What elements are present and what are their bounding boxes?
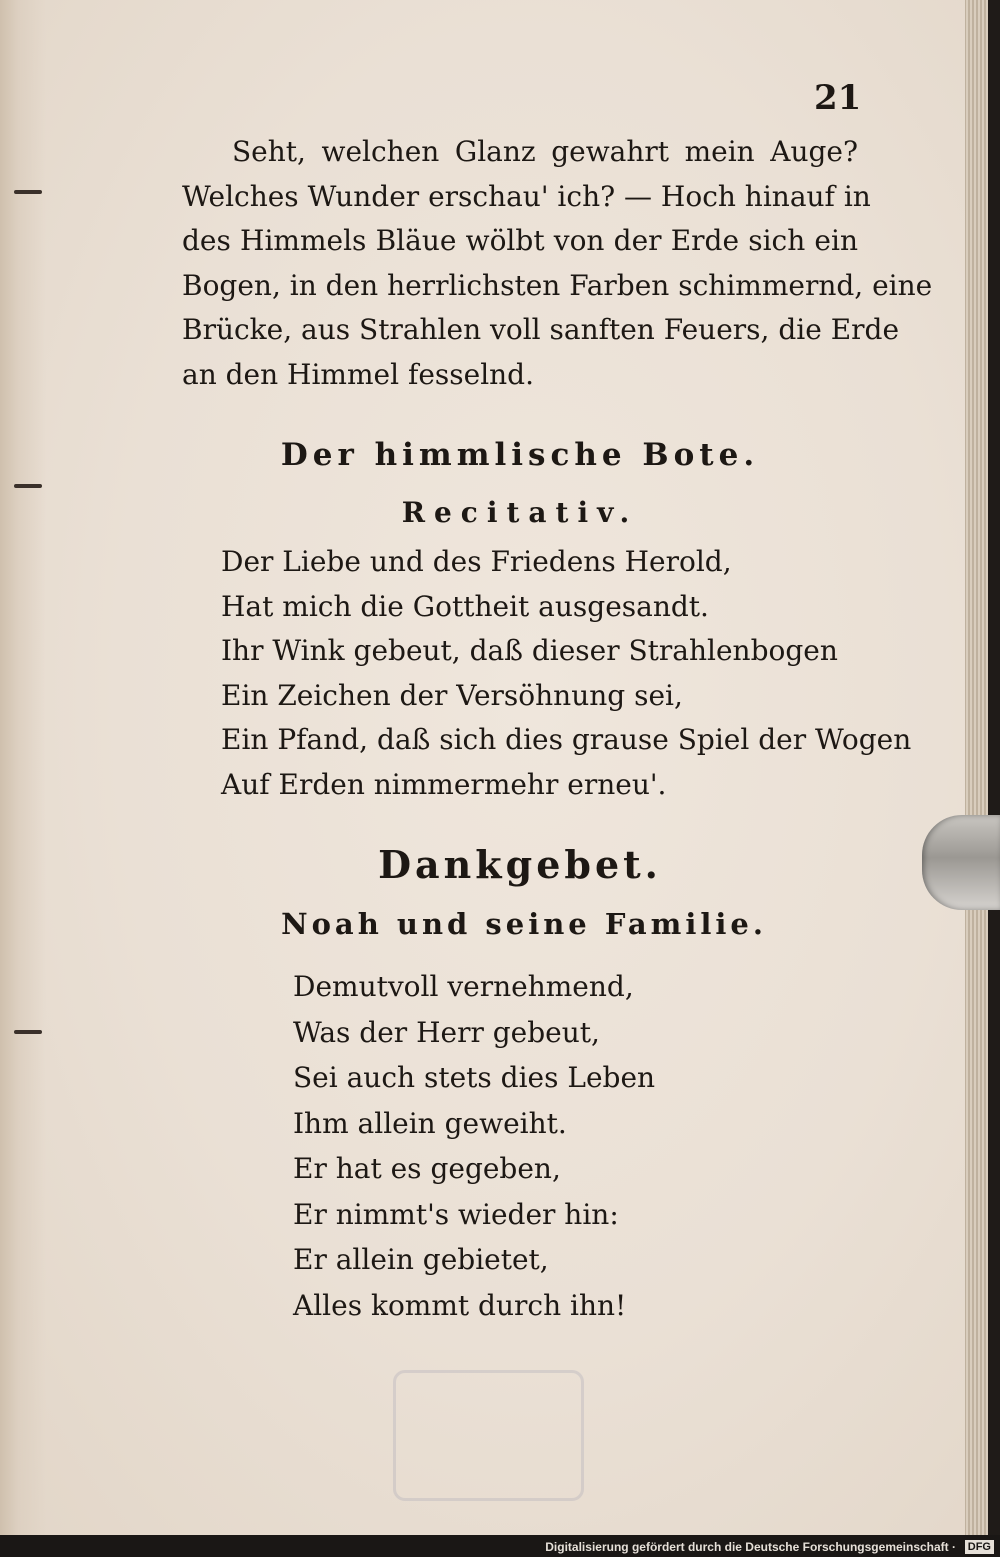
binding-stitch (14, 190, 42, 194)
verse-line: Ihm allein geweiht. (293, 1106, 567, 1140)
verse-line: Er nimmt's wieder hin: (293, 1197, 619, 1231)
binding-gutter (0, 0, 46, 1535)
verse-line: Was der Herr gebeut, (293, 1015, 600, 1049)
verse-line: Hat mich die Gottheit ausgesandt. (221, 589, 709, 623)
verse-line: Alles kommt durch ihn! (293, 1288, 627, 1322)
subheading-recitativ: Recitativ. (401, 496, 639, 529)
funding-credit: Digitalisierung gefördert durch die Deutsche Forschungsgemeinschaft · (545, 1540, 956, 1554)
verse-line: Er hat es gegeben, (293, 1152, 561, 1185)
page-clip (922, 815, 1000, 910)
verse-line: Ein Zeichen der Versöhnung sei, (221, 678, 683, 712)
prose-line: des Himmels Bläue wölbt von der Erde sich ein (182, 224, 858, 257)
prose-line: Welches Wunder erschau' ich? — Hoch hinauf in (182, 179, 871, 213)
dfg-logo: DFG (965, 1540, 994, 1554)
page-number: 21 (814, 78, 862, 118)
verse-dankgebet (293, 964, 655, 1328)
subheading-noah-familie: Noah und seine Familie. (281, 907, 767, 941)
verse-recitativ (221, 540, 911, 807)
verse-line: Demutvoll vernehmend, (293, 970, 634, 1003)
prose-line: Bogen, in den herrlichsten Farben schimmernd, eine (182, 268, 933, 302)
verse-line: Ihr Wink gebeut, daß dieser Strahlenbogen (221, 634, 838, 667)
verse-line: Ein Pfand, daß sich dies grause Spiel der Wogen (221, 723, 912, 756)
section-heading-dankgebet: Dankgebet. (378, 842, 662, 887)
binding-stitch (14, 484, 42, 488)
prose-line: an den Himmel fesselnd. (182, 357, 535, 391)
verse-line: Sei auch stets dies Leben (293, 1061, 656, 1094)
verse-line: Der Liebe und des Friedens Herold, (221, 545, 732, 578)
prose-paragraph (182, 130, 933, 397)
section-heading-himmlische-bote: Der himmlische Bote. (280, 437, 760, 473)
prose-line: Seht, welchen Glanz gewahrt mein Auge? (232, 135, 858, 168)
binding-stitch (14, 1030, 42, 1034)
prose-line: Brücke, aus Strahlen voll sanften Feuers, die Erde (182, 313, 900, 346)
verse-line: Auf Erden nimmermehr erneu'. (221, 767, 667, 801)
verse-line: Er allein gebietet, (293, 1243, 549, 1276)
faded-library-stamp (393, 1370, 584, 1501)
